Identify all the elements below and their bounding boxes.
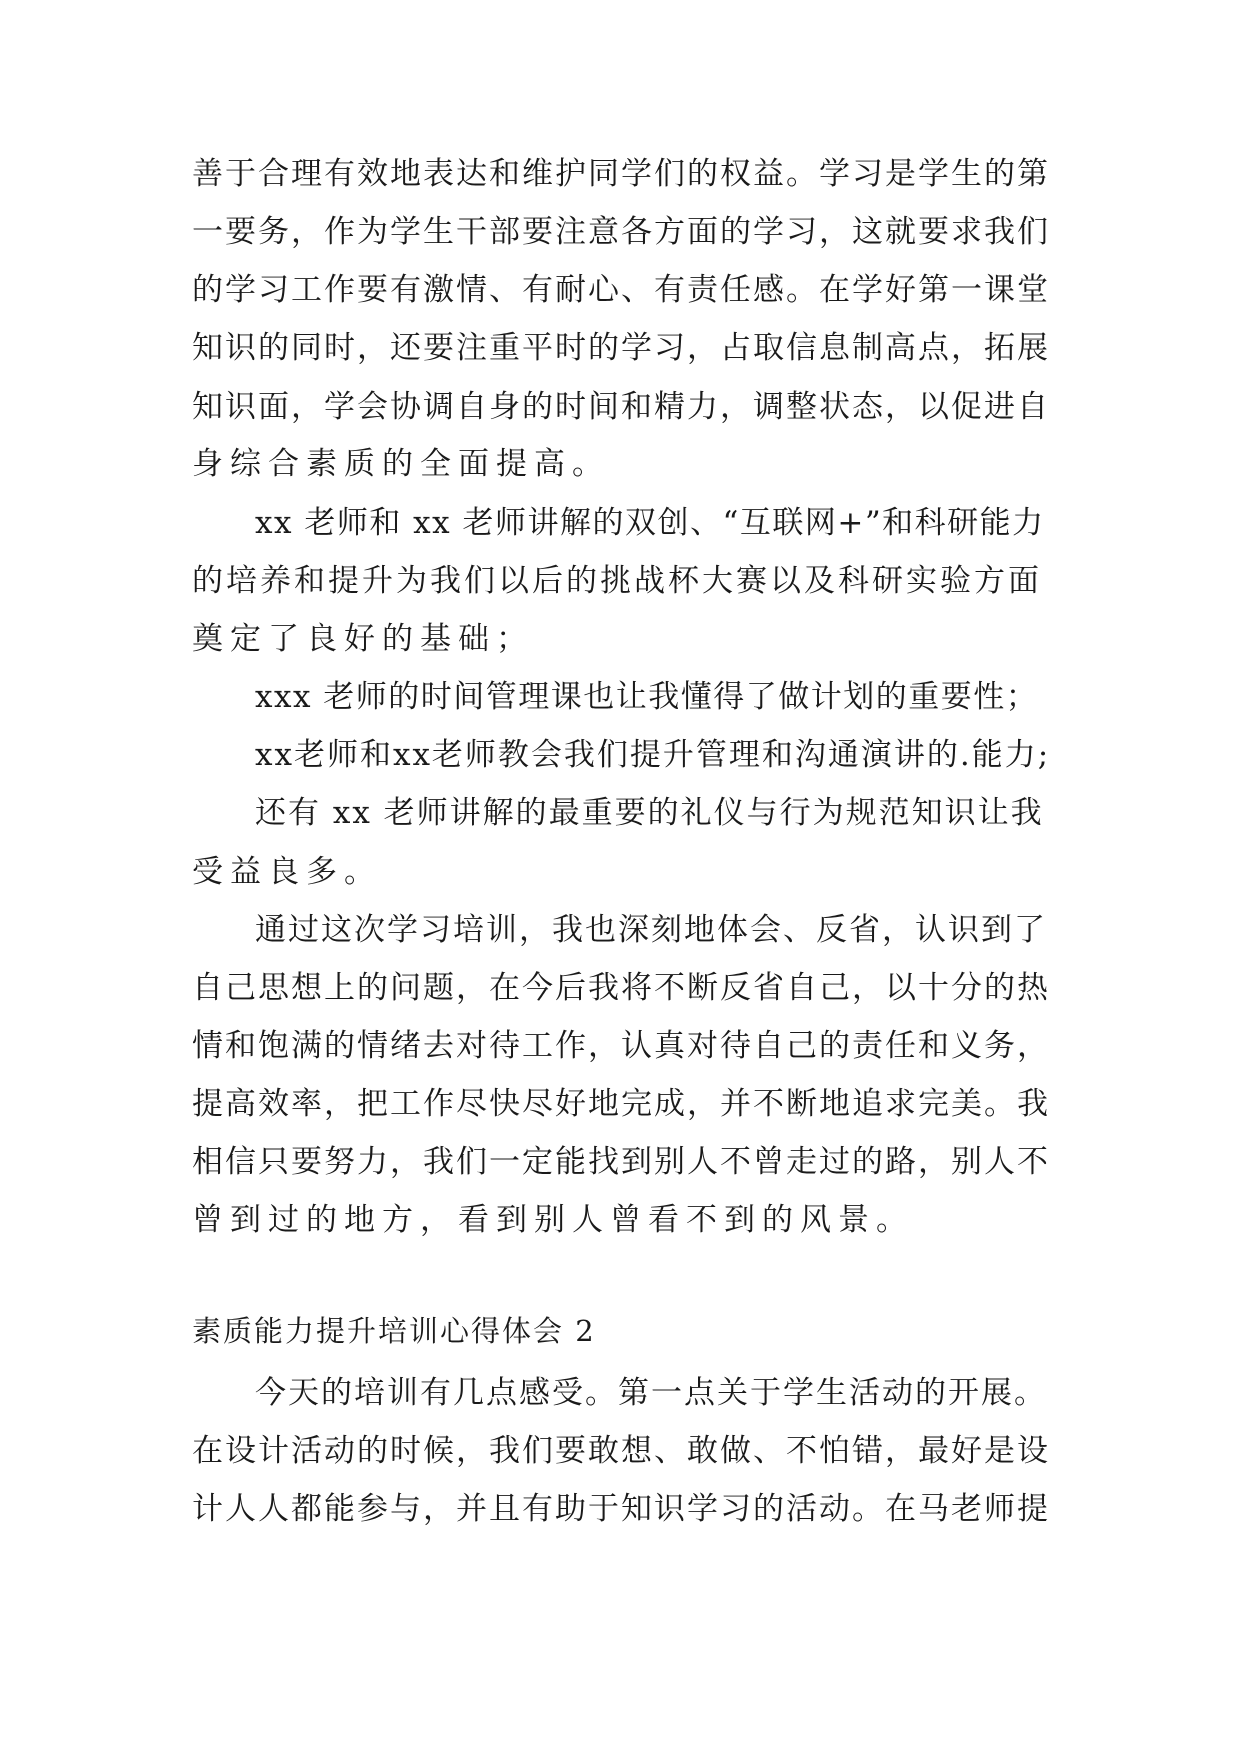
text-line: 的学习工作要有激情、有耐心、有责任感。在学好第一课堂 xyxy=(192,272,1050,308)
text-line: 今天的培训有几点感受。第一点关于学生活动的开展。 xyxy=(255,1375,1047,1411)
text-line: 知识的同时，还要注重平时的学习，占取信息制高点，拓展 xyxy=(192,330,1050,366)
text-line: 相信只要努力，我们一定能找到别人不曾走过的路，别人不 xyxy=(192,1144,1050,1180)
text-line: 善于合理有效地表达和维护同学们的权益。学习是学生的第 xyxy=(192,156,1050,192)
text-line: 还有 xx 老师讲解的最重要的礼仪与行为规范知识让我 xyxy=(255,795,1044,831)
text-line: 自己思想上的问题，在今后我将不断反省自己，以十分的热 xyxy=(192,970,1050,1006)
text-line: 的培养和提升为我们以后的挑战杯大赛以及科研实验方面 xyxy=(192,563,1042,599)
text-line: 知识面，学会协调自身的时间和精力，调整状态，以促进自 xyxy=(192,389,1050,425)
text-line: 计人人都能参与，并且有助于知识学习的活动。在马老师提 xyxy=(192,1491,1050,1527)
text-line: xx老师和xx老师教会我们提升管理和沟通演讲的.能力; xyxy=(255,737,1051,773)
text-line: 一要务，作为学生干部要注意各方面的学习，这就要求我们 xyxy=(192,214,1050,250)
text-line: xx 老师和 xx 老师讲解的双创、“互联网+”和科研能力 xyxy=(255,505,1045,541)
text-line: 受益良多。 xyxy=(192,854,382,890)
text-line: 情和饱满的情绪去对待工作，认真对待自己的责任和义务， xyxy=(192,1028,1050,1064)
text-line: xxx 老师的时间管理课也让我懂得了做计划的重要性； xyxy=(255,679,1039,715)
text-line: 通过这次学习培训，我也深刻地体会、反省，认识到了 xyxy=(255,912,1047,948)
text-line: 在设计活动的时候，我们要敢想、敢做、不怕错，最好是设 xyxy=(192,1433,1050,1469)
text-line: 提高效率，把工作尽快尽好地完成，并不断地追求完美。我 xyxy=(192,1086,1050,1122)
section-title: 素质能力提升培训心得体会 2 xyxy=(192,1314,596,1348)
text-line: 身综合素质的全面提高。 xyxy=(192,446,610,482)
text-line: 奠定了良好的基础； xyxy=(192,621,534,657)
text-line: 曾到过的地方，看到别人曾看不到的风景。 xyxy=(192,1202,914,1238)
